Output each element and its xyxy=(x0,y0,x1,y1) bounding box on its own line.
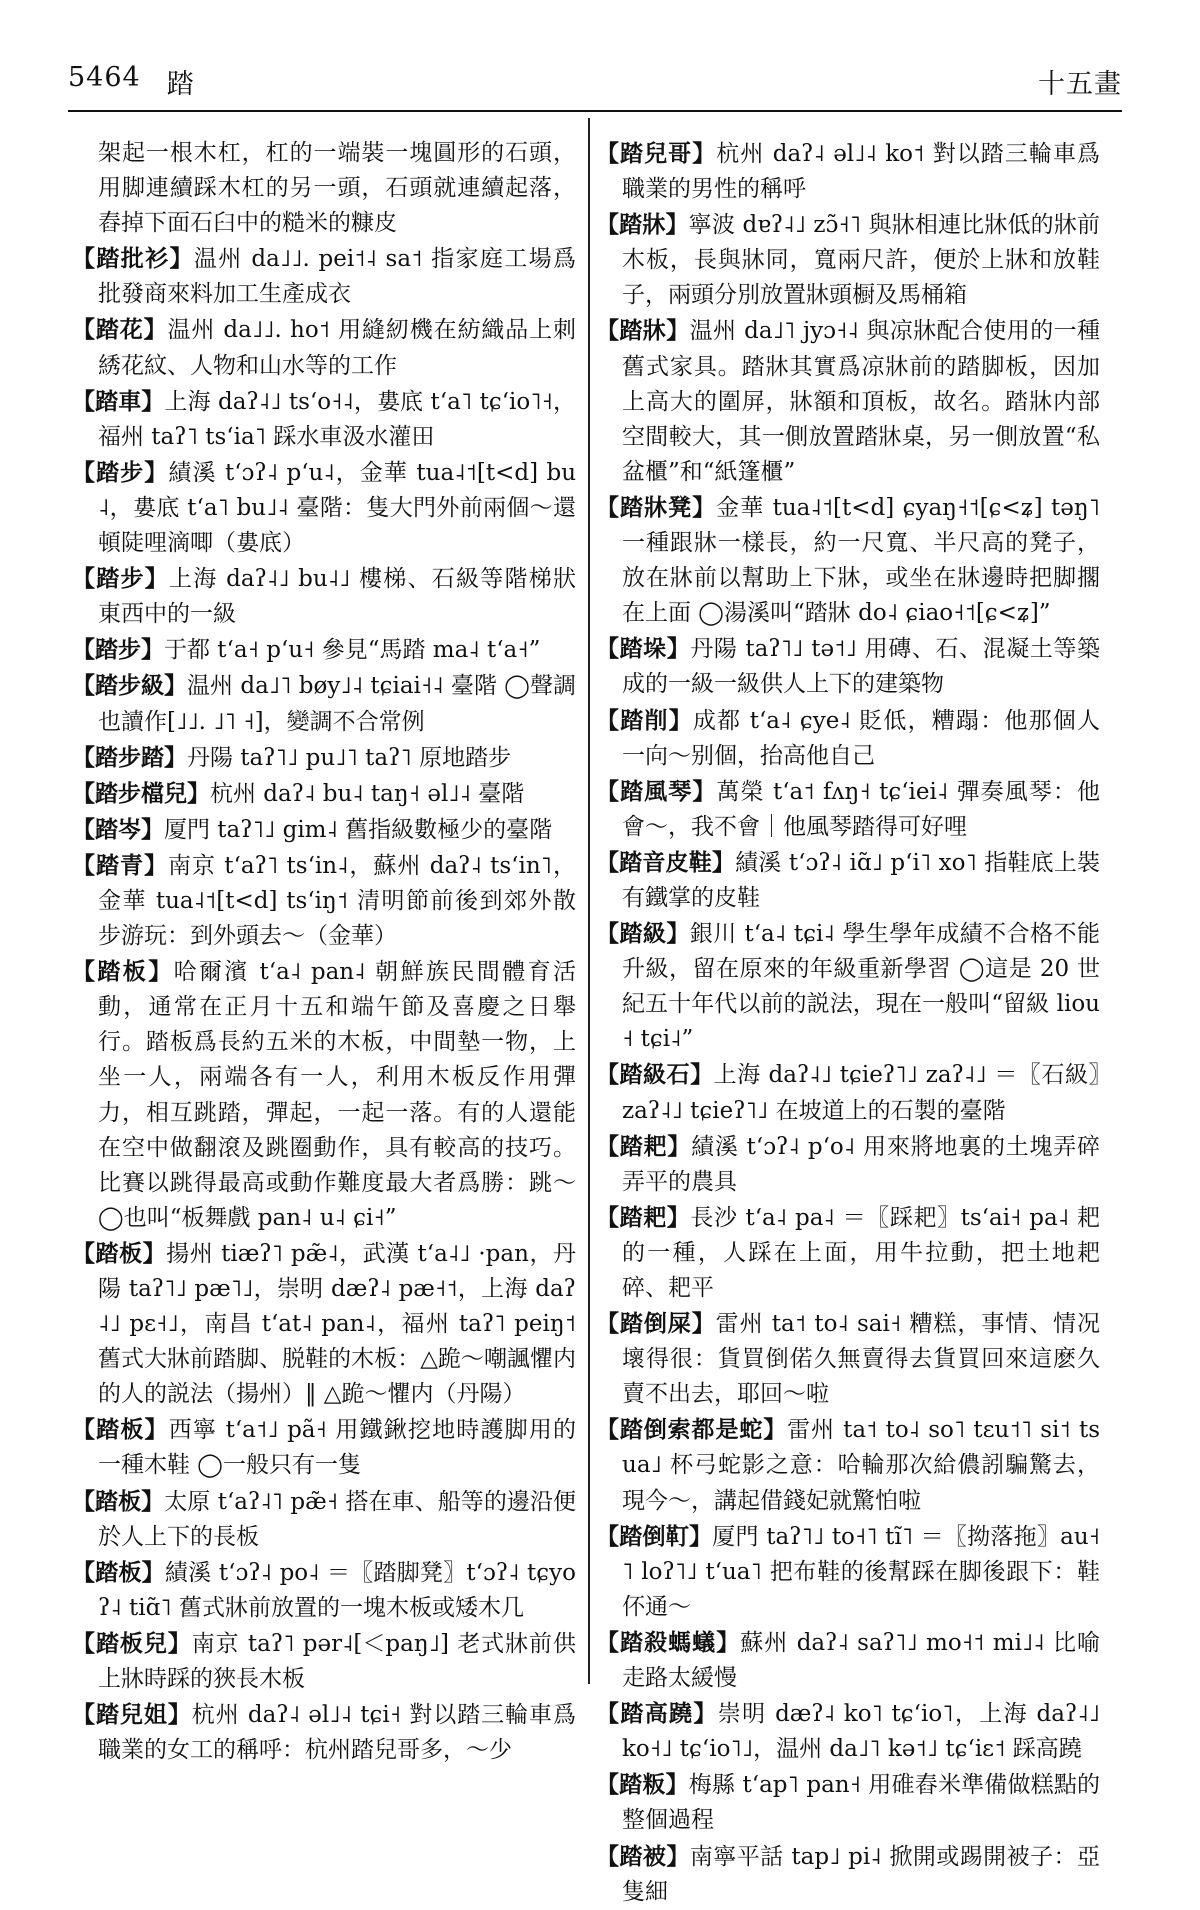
entry-headword: 【踏板兒】 xyxy=(72,1629,192,1657)
dictionary-entry xyxy=(72,776,576,812)
dictionary-entry xyxy=(596,1200,1100,1306)
entry-headword: 【踏耙】 xyxy=(596,1203,691,1231)
dictionary-entry xyxy=(596,703,1100,774)
dictionary-entry xyxy=(596,313,1100,489)
entry-text: 南寧平話 tap˩ pi˨ 掀開或踢開被子：亞隻細 xyxy=(622,1843,1100,1905)
dictionary-entry xyxy=(596,1057,1100,1128)
dictionary-entry xyxy=(72,1484,576,1555)
dictionary-entry xyxy=(596,1412,1100,1518)
entry-headword: 【踏風琴】 xyxy=(596,777,717,805)
dictionary-entry xyxy=(596,136,1100,207)
entry-text: 萬榮 tʻa˦ fʌŋ˧ tɕʻiei˨ 彈奏風琴：他會～，我不會｜他風琴踏得可好哩 xyxy=(622,778,1100,840)
header-left xyxy=(68,62,195,101)
entry-headword: 【踏削】 xyxy=(596,706,693,734)
entry-headword: 【踏板】 xyxy=(72,1239,167,1267)
entry-text: 上海 daʔ˨˩ tsʻo˧˨，婁底 tʻa˥ tɕʻio˥˧，福州 taʔ˥ tsʻia˥ 踩水車汲水灌田 xyxy=(98,388,577,450)
dictionary-entry xyxy=(596,916,1100,1057)
dictionary-entry xyxy=(72,954,576,1236)
dictionary-entry xyxy=(596,1625,1100,1696)
entry-text: 温州 da˩˥ jyɔ˧˨ 與凉牀配合使用的一種舊式家具。踏牀其實爲凉牀前的踏脚板，因加上高大的圍屏，牀額和頂板，故名。踏牀内部空間較大，其一側放置踏牀桌，另一側放置“私盆櫃”和“紙篷櫃” xyxy=(622,318,1101,485)
dictionary-entry xyxy=(72,740,576,776)
entry-text: 厦門 taʔ˥˩ to˧˥ tĩ˥ ＝〖拗落拖〗au˧˥ loʔ˥˩ tʻua˥ 把布鞋的後幫踩在脚後跟下：鞋伓通～ xyxy=(622,1523,1100,1620)
entry-text: 雷州 ta˦ to˨ so˥ tɛu˦˥ si˦ tsua˩ 杯弓蛇影之意：哈輪那次給儂訠騙驚去，現今～，講起借錢妃就驚怕啦 xyxy=(622,1417,1101,1514)
dictionary-entry xyxy=(596,1696,1100,1767)
dictionary-entry xyxy=(72,384,576,455)
entry-text: 哈爾濱 tʻa˨ pan˨ 朝鮮族民間體育活動，通常在正月十五和端午節及喜慶之日舉行。踏板爲長約五米的木板，中間墊一物，上坐一人，兩端各有一人，利用木板反作用彈力，相互跳踏，彈起，一起一落。有的人還能在空中做翻滾及跳圈動作，具有較高的技巧。比賽以跳得最高或動作難度最大者爲勝：跳～ ◯也叫“板舞戲 pan˨ u˨ ɕi˧” xyxy=(98,959,577,1231)
entry-text: 于都 tʻa˧ pʻu˧ 參見“馬踏 ma˨ tʻa˧” xyxy=(164,637,541,664)
entry-headword: 【踏步】 xyxy=(72,636,164,664)
entry-text: 温州 da˩˩. pei˦˨ sa˦ 指家庭工場爲批發商來料加工生產成衣 xyxy=(98,246,576,308)
entry-text: 太原 tʻaʔ˨˥ pæ̃˧ 搭在車、船等的邊沿便於人上下的長板 xyxy=(98,1488,577,1550)
entry-text: 上海 daʔ˨˩ tɕieʔ˥˩ zaʔ˨˩ ＝〖石級〗zaʔ˨˩ tɕieʔ˥˩ 在坡道上的石製的臺階 xyxy=(622,1062,1101,1124)
entry-text: 上海 daʔ˨˩ bu˨˩ 樓梯、石級等階梯狀東西中的一級 xyxy=(98,566,577,628)
entry-headword: 【踏步】 xyxy=(72,458,169,486)
entry-text: 績溪 tʻɔʔ˨ po˨ ＝〖踏脚凳〗tʻɔʔ˨ tɕyoʔ˨ tiɑ̃˥ 舊式牀前放置的一塊木板或矮木几 xyxy=(98,1559,577,1621)
dictionary-entry xyxy=(72,455,576,561)
entry-headword: 【踏音皮鞋】 xyxy=(596,848,736,876)
dictionary-entry xyxy=(72,561,576,632)
entry-headword: 【踏垛】 xyxy=(596,635,691,663)
entry-headword: 【踏步級】 xyxy=(72,672,188,700)
entry-text: 崇明 dæʔ˨ ko˥ tɕʻio˥，上海 daʔ˨˩ ko˧˩ tɕʻio˥˩，温州 da˩˥ kə˦˩ tɕʻiɛ˦ 踩高蹺 xyxy=(622,1701,1101,1763)
entry-text: 揚州 tiæʔ˥ pæ̃˨，武漢 tʻa˨˩ ·pan，丹陽 taʔ˥˩ pæ˥˩，崇明 dæʔ˨ pæ˧˦，上海 daʔ˨˩ pɛ˧˩，南昌 tʻat˨ pan˨，福州 taʔ˥ peiŋ˦ 舊式大牀前踏脚、脱鞋的木板：△跪～嘲諷懼内的人的説法（揚州）‖ △跪～懼内（丹陽） xyxy=(98,1240,576,1408)
dictionary-entry xyxy=(72,668,576,739)
entry-headword: 【踏高蹺】 xyxy=(596,1700,718,1728)
entry-headword: 【踏批衫】 xyxy=(72,245,194,273)
dictionary-entry xyxy=(596,1519,1100,1625)
entry-text: 績溪 tʻɔʔ˨ iɑ̃˩ pʻi˥ xo˥ 指鞋底上裝有鐵掌的皮鞋 xyxy=(622,849,1101,911)
entry-text: 寧波 dɐʔ˨˩ zɔ̃˧˥ 與牀相連比牀低的牀前木板，長與牀同，寬兩尺許，便於上牀和放鞋子，兩頭分別放置牀頭橱及馬桶箱 xyxy=(622,212,1100,309)
entry-text: 南京 taʔ˥ pər˨[＜paŋ˩] 老式牀前供上牀時踩的狹長木板 xyxy=(98,1630,577,1693)
entry-text: 銀川 tʻa˨ tɕi˨ 學生學年成績不合格不能升級，留在原來的年級重新學習 ◯這是 20 世紀五十年代以前的説法，現在一般叫“留級 liou˧ tɕi˨” xyxy=(622,921,1101,1053)
entry-headword: 【踏板】 xyxy=(72,958,174,986)
entry-headword: 【踏板】 xyxy=(72,1416,169,1444)
entry-headword: 【踏兒哥】 xyxy=(596,140,717,167)
dictionary-entry xyxy=(72,1626,576,1697)
page-header xyxy=(68,58,1122,104)
entry-text: 金華 tua˨˦[t<d] ɕyaŋ˧˦[ɕ<ʑ] təŋ˥ 一種跟牀一樣長，約一尺寬、半尺高的凳子，放在牀前以幫助上下牀，或坐在牀邊時把脚擱在上面 ◯湯溪叫“踏牀 do˨ ɕiao˧˦[ɕ<ʑ]” xyxy=(622,494,1100,627)
column-divider xyxy=(588,118,590,1684)
dictionary-entry xyxy=(596,845,1100,916)
entry-text: 績溪 tʻɔʔ˨ pʻo˨ 用來將地裏的土塊弄碎弄平的農具 xyxy=(622,1133,1100,1195)
entry-text: 杭州 daʔ˨ əl˩˨ ko˦ 對以踏三輪車爲職業的男性的稱呼 xyxy=(622,141,1101,203)
dictionary-entry xyxy=(596,1306,1100,1412)
left-column xyxy=(72,136,576,1768)
entry-headword: 【踏步】 xyxy=(72,565,170,593)
dictionary-entry xyxy=(596,774,1100,845)
entry-headword: 【踏倒靪】 xyxy=(596,1522,713,1550)
entry-headword: 【踏步檔兒】 xyxy=(72,779,210,807)
dictionary-entry xyxy=(72,1236,576,1412)
stroke-section: 十五畫 xyxy=(1038,68,1122,100)
entry-text: 雷州 ta˦ to˨ sai˧ 糟糕，事情、情况壞得很：貨買倒偌久無賣得去貨買回來這麽久賣不出去，耶回～啦 xyxy=(622,1311,1100,1408)
entry-text: 南京 tʻaʔ˥ tsʻin˨，蘇州 daʔ˨ tsʻin˥，金華 tua˨˦[t<d] tsʻiŋ˦ 清明節前後到郊外散步游玩：到外頭去～（金華） xyxy=(98,852,577,950)
entry-text: 杭州 daʔ˨ bu˨ taŋ˧ əl˩˨ 臺階 xyxy=(210,780,525,807)
entry-headword: 【踏殺螞蟻】 xyxy=(596,1628,741,1656)
dictionary-entry xyxy=(72,1412,576,1483)
dictionary-entry xyxy=(596,490,1100,631)
entry-headword: 【踏板】 xyxy=(72,1487,165,1515)
dictionary-entry xyxy=(72,1555,576,1626)
dictionary-entry xyxy=(72,136,576,241)
entry-headword: 【踏板】 xyxy=(72,1558,165,1586)
entry-headword: 【踏級】 xyxy=(596,920,690,948)
dictionary-entry xyxy=(596,1767,1100,1838)
entry-headword: 【踏花】 xyxy=(72,316,168,344)
dictionary-entry xyxy=(72,848,576,954)
dictionary-entry xyxy=(596,1839,1100,1910)
entry-text: 蘇州 daʔ˨ saʔ˥˩ mo˧˦ mi˩˨ 比喻走路太緩慢 xyxy=(622,1629,1101,1692)
dictionary-entry xyxy=(72,632,576,668)
entry-headword: 【踏車】 xyxy=(72,387,165,415)
entry-text: 架起一根木杠，杠的一端裝一塊圓形的石頭，用脚連續踩木杠的另一頭，石頭就連續起落，舂掉下面石臼中的糙米的糠皮 xyxy=(98,140,576,237)
dictionary-entry xyxy=(72,312,576,383)
entry-text: 温州 da˩˥ bøy˩˨ tɕiai˧˨ 臺階 ◯聲調也讀作[˩˩. ˩˥ ˧]，變調不合常例 xyxy=(98,673,576,735)
dictionary-entry xyxy=(596,207,1100,313)
entry-headword: 【踏倒索都是蛇】 xyxy=(596,1416,788,1444)
entry-headword: 【踏岑】 xyxy=(72,815,164,843)
entry-headword: 【踏兒姐】 xyxy=(72,1701,192,1729)
entry-text: 厦門 taʔ˥˩ gim˨ 舊指級數極少的臺階 xyxy=(164,816,553,843)
entry-headword: 【踏級石】 xyxy=(596,1061,714,1089)
entry-text: 杭州 daʔ˨ əl˩˨ tɕi˧ 對以踏三輪車爲職業的女工的稱呼：杭州踏兒哥多，～少 xyxy=(98,1702,576,1764)
entry-text: 西寧 tʻa˦˩ pã˧ 用鐵鍬挖地時護脚用的一種木鞋 ◯一般只有一隻 xyxy=(98,1417,577,1479)
entry-headword: 【踏被】 xyxy=(596,1842,690,1870)
entry-headword: 【踏倒屎】 xyxy=(596,1310,716,1338)
dictionary-entry xyxy=(596,631,1100,702)
entry-headword: 【踏步踏】 xyxy=(72,743,187,771)
entry-text: 温州 da˩˩. ho˦ 用縫紉機在紡織品上刺綉花紋、人物和山水等的工作 xyxy=(98,317,577,379)
dictionary-entry xyxy=(72,241,576,312)
entry-headword: 【踏牀】 xyxy=(596,317,690,345)
dictionary-entry xyxy=(72,812,576,848)
entry-text: 丹陽 taʔ˥˩ pu˩˥ taʔ˥ 原地踏步 xyxy=(187,744,512,771)
entry-text: 成都 tʻa˨ ɕye˨ 貶低，糟蹋：他那個人一向～别個，抬高他自己 xyxy=(622,707,1101,769)
page-number: 5464 xyxy=(68,61,141,93)
entry-headword: 【踏耙】 xyxy=(596,1132,692,1160)
dictionary-entry xyxy=(72,1697,576,1768)
entry-headword: 【踏粄】 xyxy=(596,1771,689,1799)
entry-text: 長沙 tʻa˨ pa˨ ＝〖踩耙〗tsʻai˧ pa˨ 耙的一種，人踩在上面，用牛拉動，把土地耙碎、耙平 xyxy=(622,1204,1100,1301)
entry-headword: 【踏牀】 xyxy=(596,211,689,239)
entry-text: 績溪 tʻɔʔ˨ pʻu˨，金華 tua˨˦[t<d] bu˨，婁底 tʻa˥ bu˩˨ 臺階：隻大門外前兩個～還頓陡哩滴唧（婁底） xyxy=(98,459,577,557)
right-column xyxy=(596,136,1100,1910)
entry-headword: 【踏青】 xyxy=(72,851,168,879)
dictionary-entry xyxy=(596,1129,1100,1200)
header-rule xyxy=(68,110,1122,112)
entry-text: 梅縣 tʻap˥ pan˧ 用碓舂米準備做糕點的整個過程 xyxy=(622,1772,1101,1834)
entry-text: 丹陽 taʔ˥˩ tə˦˩ 用磚、石、混凝土等築成的一級一級供人上下的建築物 xyxy=(622,636,1100,698)
entry-headword: 【踏牀凳】 xyxy=(596,493,717,521)
head-character: 踏 xyxy=(166,68,195,100)
